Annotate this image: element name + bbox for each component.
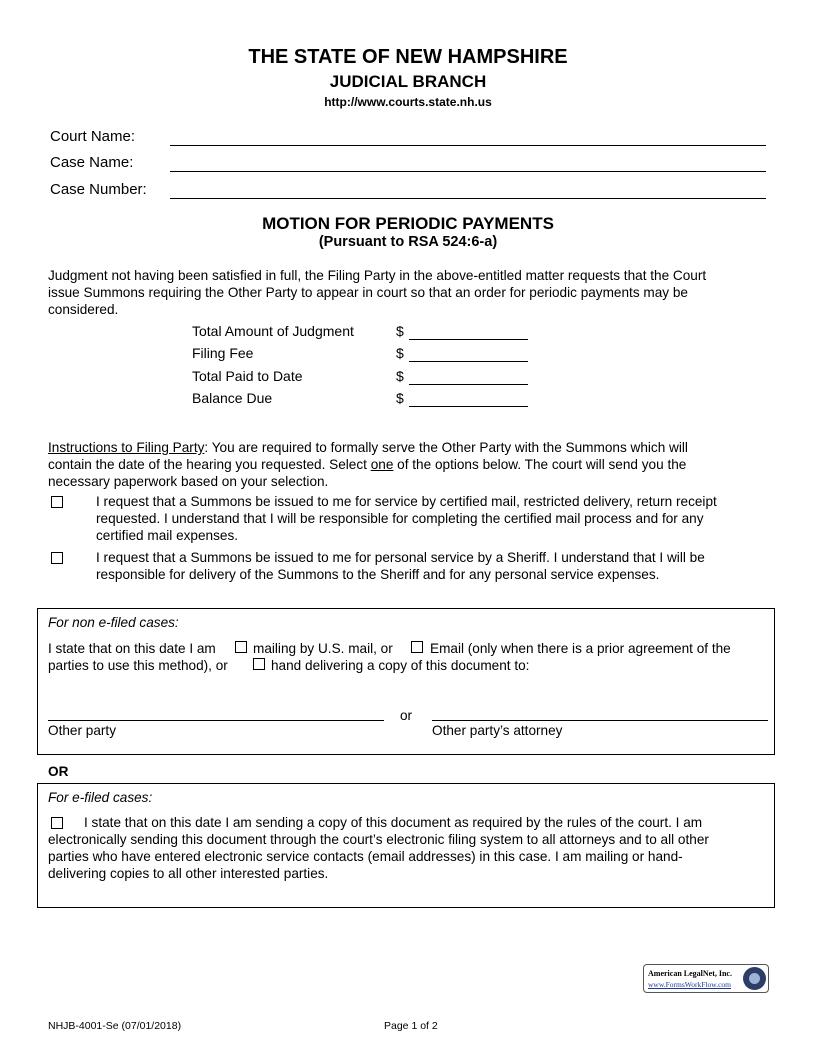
email-label: Email (only when there is a prior agreement of the	[430, 641, 731, 656]
other-attorney-label: Other party’s attorney	[432, 723, 563, 738]
court-url: http://www.courts.state.nh.us	[324, 95, 492, 109]
instructions-line-1	[48, 439, 688, 456]
efiled-line-4: delivering copies to all other interested parties.	[48, 866, 329, 881]
instructions-text: of the options below. The court will send you the	[393, 457, 687, 472]
instructions-text: contain the date of the hearing you requested. Select	[48, 457, 371, 472]
hand-delivery-label: hand delivering a copy of this document to:	[271, 658, 530, 673]
non-efiled-statement-1	[48, 640, 216, 657]
amount-label-judgment: Total Amount of Judgment	[192, 323, 354, 339]
efiled-line-1: I state that on this date I am sending a copy of this document as required by the rules of the court. I am	[84, 815, 703, 830]
sheriff-service-checkbox[interactable]	[51, 552, 63, 564]
court-name-field[interactable]	[170, 145, 766, 146]
form-id: NHJB-4001-Se (07/01/2018)	[48, 1020, 182, 1032]
page-number: Page 1 of 2	[384, 1020, 438, 1032]
logo-name: American LegalNet, Inc.	[648, 969, 732, 978]
instructions-emphasis-one: one	[370, 457, 394, 472]
or-separator: or	[400, 708, 413, 723]
efiled-heading: For e-filed cases:	[48, 790, 153, 805]
amount-field-filing-fee[interactable]	[409, 361, 528, 362]
branch-title: JUDICIAL BRANCH	[329, 72, 487, 91]
non-efiled-statement-2: parties to use this method), or	[48, 658, 228, 673]
efiled-line-3: parties who have entered electronic service contacts (email addresses) in this case. I am mailing or hand-	[48, 849, 683, 864]
us-mail-checkbox[interactable]	[235, 641, 247, 653]
other-attorney-field[interactable]	[432, 720, 768, 721]
efiled-checkbox[interactable]	[51, 817, 63, 829]
currency-sign: $	[396, 323, 404, 339]
amount-field-judgment[interactable]	[409, 339, 528, 340]
american-legalnet-logo	[643, 964, 769, 993]
currency-sign: $	[396, 345, 404, 361]
currency-sign: $	[396, 368, 404, 384]
globe-icon	[743, 967, 766, 990]
hand-delivery-checkbox[interactable]	[253, 658, 265, 670]
option-sheriff-line-2: responsible for delivery of the Summons to the Sheriff and for any personal service expenses.	[96, 567, 660, 582]
email-checkbox[interactable]	[411, 641, 423, 653]
option-sheriff-line-1: I request that a Summons be issued to me for personal service by a Sheriff. I understand that I will be	[96, 550, 705, 565]
amount-label-balance: Balance Due	[192, 390, 273, 406]
non-efiled-text: I state that on this date I am	[48, 641, 216, 656]
currency-sign: $	[396, 390, 404, 406]
efiled-line-2: electronically sending this document through the court’s electronic filing system to all attorneys and to all other	[48, 832, 709, 847]
instructions-line-3: necessary paperwork based on your selection.	[48, 474, 329, 489]
motion-title: MOTION FOR PERIODIC PAYMENTS	[262, 214, 554, 233]
case-name-field[interactable]	[170, 171, 766, 172]
case-number-field[interactable]	[170, 198, 766, 199]
option-certified-line-2: requested. I understand that I will be responsible for completing the certified mail process and for any	[96, 511, 704, 526]
state-title: THE STATE OF NEW HAMPSHIRE	[248, 46, 568, 68]
instructions-line-2	[48, 456, 686, 473]
amount-label-filing-fee: Filing Fee	[192, 345, 254, 361]
us-mail-label: mailing by U.S. mail, or	[253, 641, 393, 656]
option-certified-line-3: certified mail expenses.	[96, 528, 239, 543]
case-number-label: Case Number:	[50, 181, 147, 198]
non-efiled-heading: For non e-filed cases:	[48, 615, 179, 630]
intro-line-1: Judgment not having been satisfied in full, the Filing Party in the above-entitled matter requests that the Court	[48, 268, 707, 283]
instructions-heading: Instructions to Filing Party	[48, 440, 205, 455]
amount-field-paid[interactable]	[409, 384, 528, 385]
case-name-label: Case Name:	[50, 154, 134, 171]
logo-url-link[interactable]: www.FormsWorkFlow.com	[648, 980, 732, 989]
option-certified-line-1: I request that a Summons be issued to me for service by certified mail, restricted delivery, return receipt	[96, 494, 717, 509]
intro-line-2: issue Summons requiring the Other Party to appear in court so that an order for periodic payments may be	[48, 285, 688, 300]
amount-field-balance[interactable]	[409, 406, 528, 407]
other-party-field[interactable]	[48, 720, 384, 721]
intro-line-3: considered.	[48, 302, 119, 317]
amount-label-paid: Total Paid to Date	[192, 368, 303, 384]
other-party-label: Other party	[48, 723, 116, 738]
certified-mail-checkbox[interactable]	[51, 496, 63, 508]
or-divider: OR	[48, 764, 69, 779]
court-name-label: Court Name:	[50, 128, 136, 145]
instructions-text: : You are required to formally serve the Other Party with the Summons which will	[204, 440, 688, 455]
motion-subtitle: (Pursuant to RSA 524:6-a)	[318, 234, 498, 250]
